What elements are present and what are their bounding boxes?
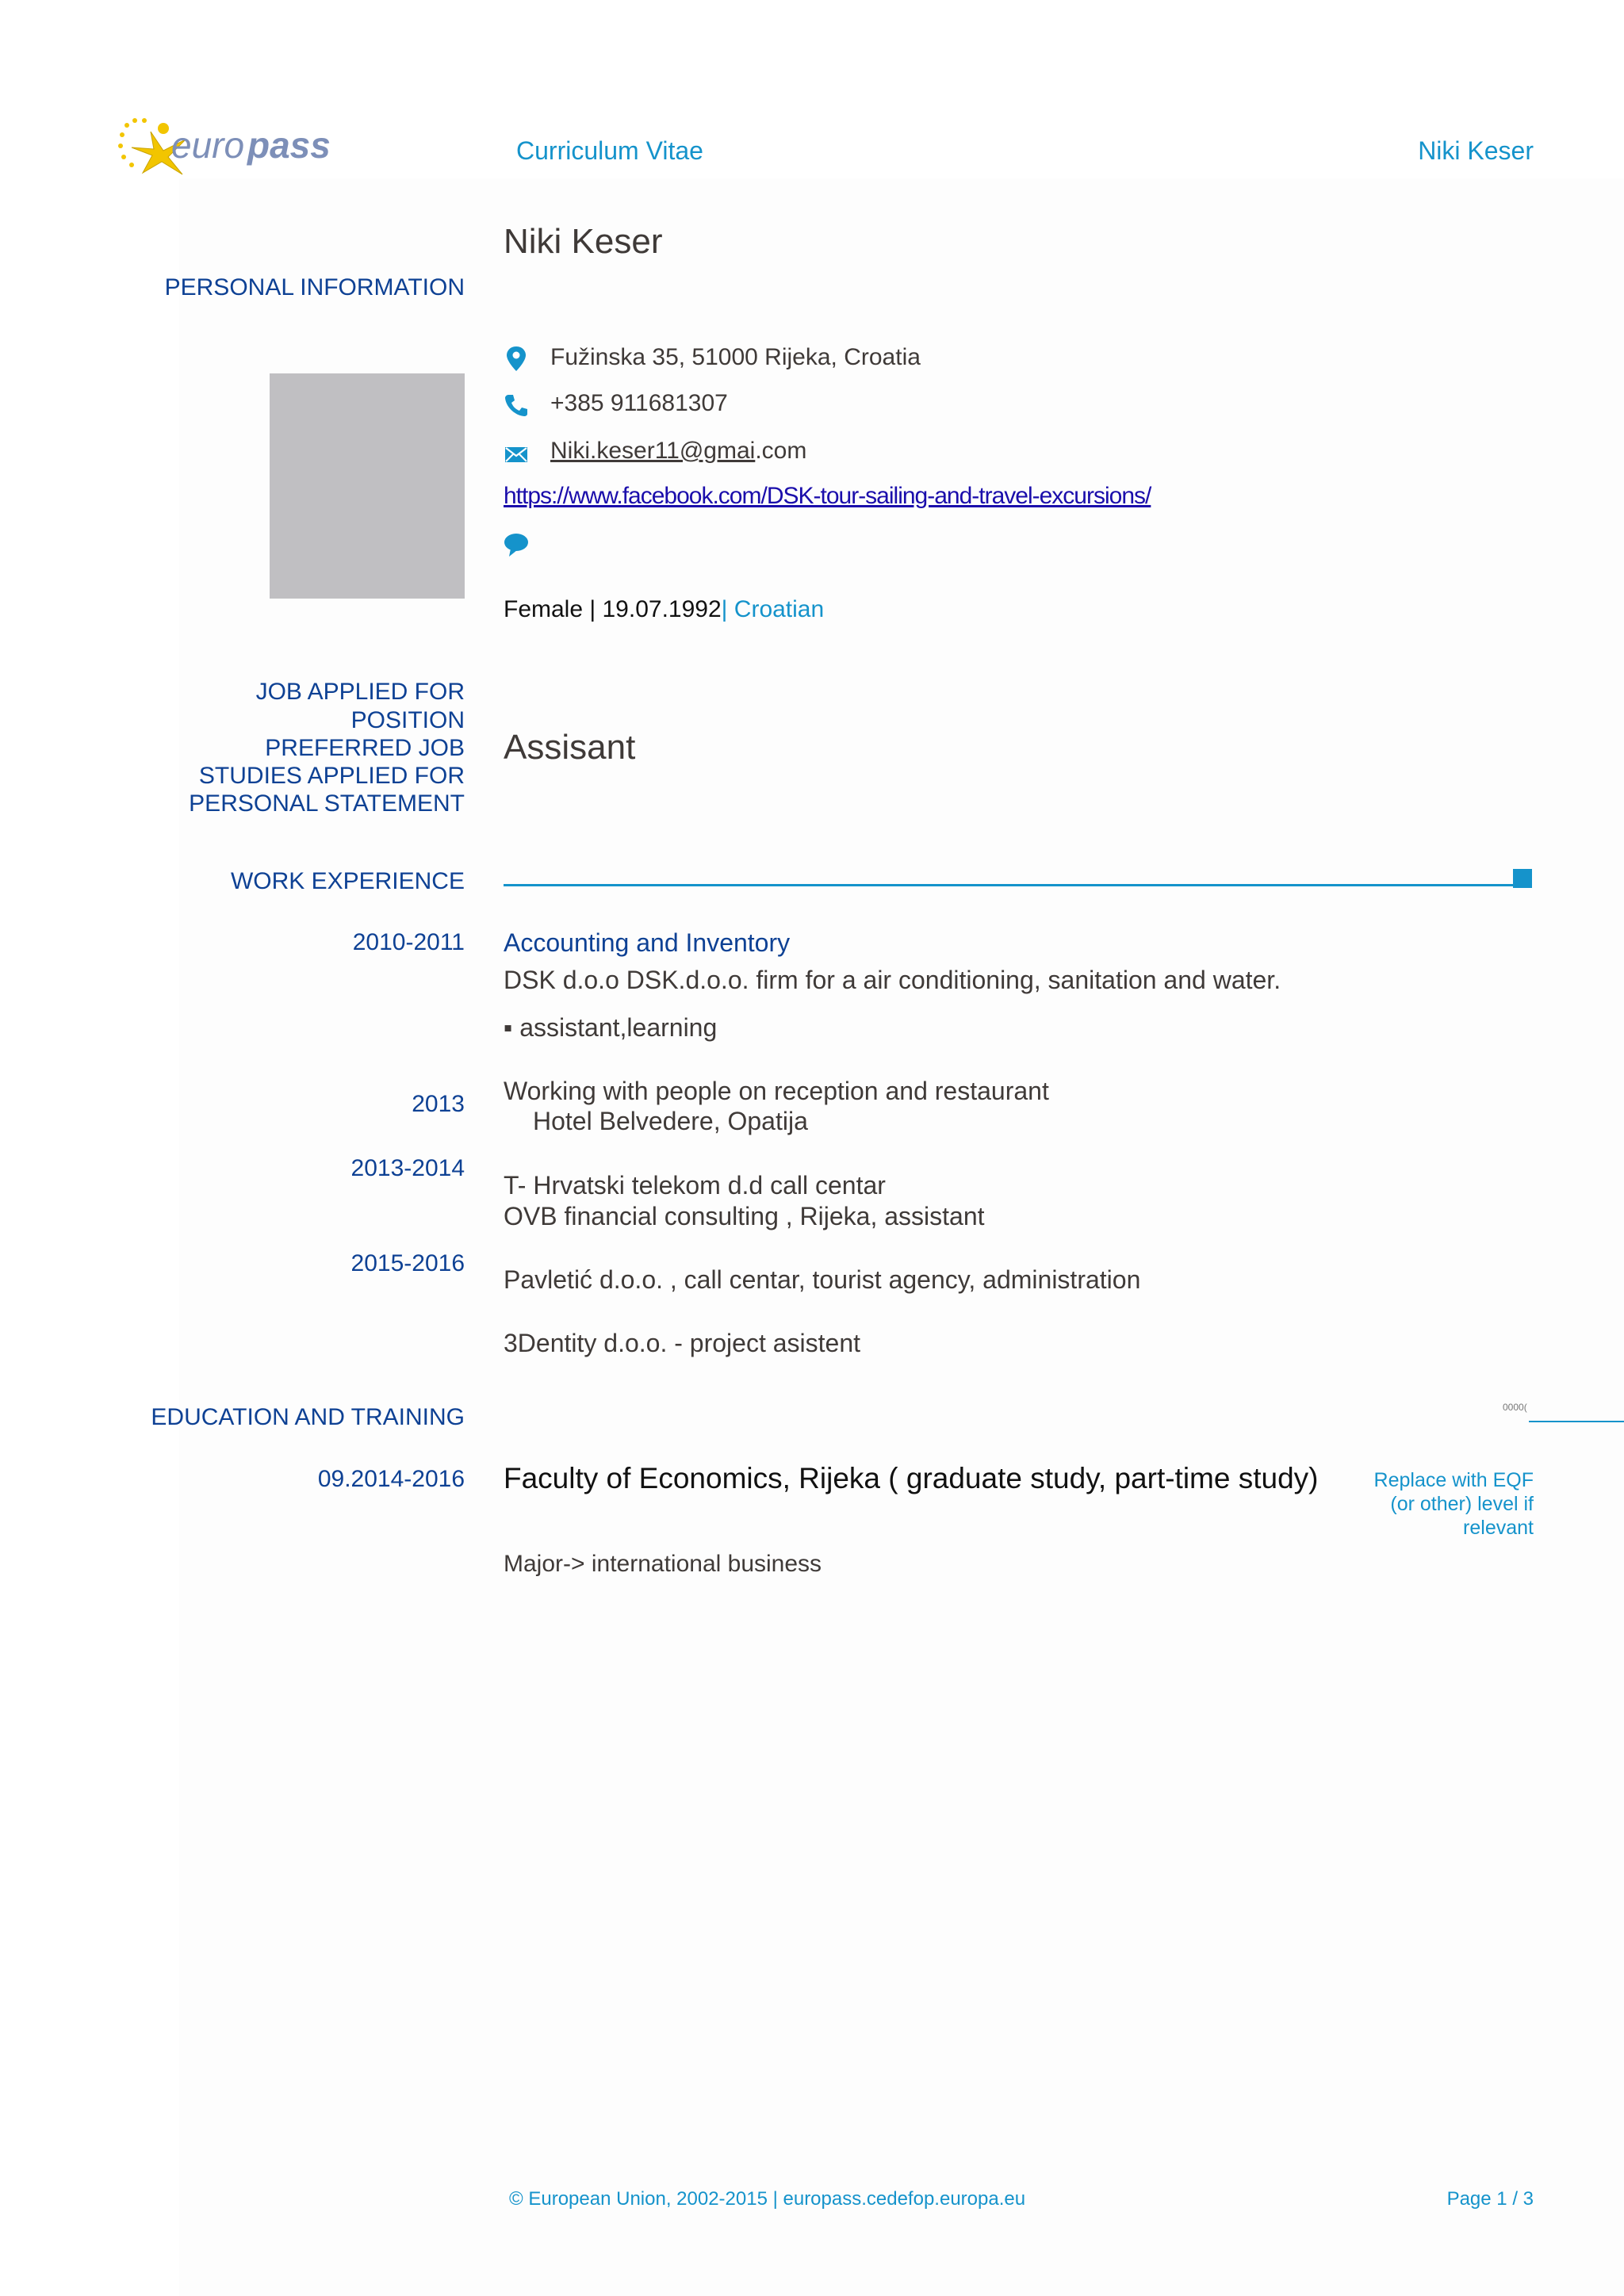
work-entry-1-bullet: ▪ assistant,learning — [504, 1013, 718, 1042]
email-rest: .com — [755, 438, 807, 464]
address-text: Fužinska 35, 51000 Rijeka, Croatia — [550, 344, 921, 370]
email-icon — [503, 441, 530, 468]
personal-info-label: PERSONAL INFORMATION — [164, 274, 465, 300]
work-entry-1-employer: DSK d.o.o DSK.d.o.o. firm for a air conditioning, sanitation and water. — [504, 966, 1281, 994]
work-date-3: 2013-2014 — [350, 1155, 465, 1181]
logo-pass: pass — [247, 124, 331, 166]
education-major: Major-> international business — [504, 1551, 822, 1577]
education-date: 09.2014-2016 — [317, 1466, 465, 1492]
nationality-text: | Croatian — [721, 596, 825, 622]
job-label-5: PERSONAL STATEMENT — [189, 790, 465, 817]
header-name: Niki Keser — [1418, 136, 1534, 165]
email-line — [550, 438, 806, 465]
email-link[interactable]: Niki.keser11@gmai — [550, 438, 756, 464]
work-date-2: 2013 — [412, 1091, 465, 1117]
job-value: Assisant — [504, 728, 636, 767]
job-label-1: JOB APPLIED FOR — [255, 679, 465, 705]
logo-euro: euro — [171, 124, 245, 166]
job-label-2: POSITION — [350, 707, 465, 733]
work-entry-5: 3Dentity d.o.o. - project asistent — [504, 1329, 860, 1357]
work-section-divider-end — [1513, 869, 1532, 888]
chat-bubble-icon — [503, 531, 530, 558]
phone-icon — [503, 392, 530, 419]
sex-dob-line — [504, 596, 824, 623]
europass-logo — [116, 116, 346, 179]
location-pin-icon — [503, 345, 530, 372]
education-title: Faculty of Economics, Rijeka ( graduate study, part-time study) — [504, 1462, 1319, 1494]
work-date-1: 2010-2011 — [352, 929, 465, 955]
work-entry-3-line-1: T- Hrvatski telekom d.d call centar — [504, 1171, 886, 1200]
work-entry-4: Pavletić d.o.o. , call centar, tourist agency, administration — [504, 1265, 1141, 1294]
job-label-4: STUDIES APPLIED FOR — [198, 763, 465, 789]
work-entry-2-line-1: Working with people on reception and restaurant — [504, 1077, 1049, 1105]
education-overflow-marker: 0000( — [1503, 1402, 1527, 1413]
education-label: EDUCATION AND TRAINING — [151, 1404, 465, 1430]
work-experience-label: WORK EXPERIENCE — [230, 868, 465, 894]
education-divider — [1529, 1421, 1624, 1422]
work-entry-1-title: Accounting and Inventory — [504, 928, 791, 957]
phone-text: +385 911681307 — [550, 390, 728, 416]
work-entry-3-line-2: OVB financial consulting , Rijeka, assistant — [504, 1202, 985, 1230]
eqf-line-3: relevant — [1463, 1517, 1534, 1539]
eqf-line-1: Replace with EQF — [1373, 1469, 1534, 1491]
footer-page-number: Page 1 / 3 — [1446, 2188, 1534, 2210]
doc-title: Curriculum Vitae — [516, 136, 703, 165]
work-date-4: 2015-2016 — [350, 1250, 465, 1276]
job-label-3: PREFERRED JOB — [265, 735, 465, 761]
work-entry-2-line-2: Hotel Belvedere, Opatija — [533, 1107, 808, 1135]
photo-placeholder — [270, 373, 465, 599]
sex-dob-text: Female | 19.07.1992 — [504, 596, 722, 622]
footer-copyright: © European Union, 2002-2015 | europass.cedefop.europa.eu — [509, 2188, 1026, 2210]
website-link[interactable]: https://www.facebook.com/DSK-tour-sailing-and-travel-excursions/ — [504, 483, 1151, 509]
work-section-divider — [504, 884, 1515, 886]
eqf-line-2: (or other) level if — [1390, 1493, 1534, 1515]
full-name: Niki Keser — [504, 222, 663, 261]
